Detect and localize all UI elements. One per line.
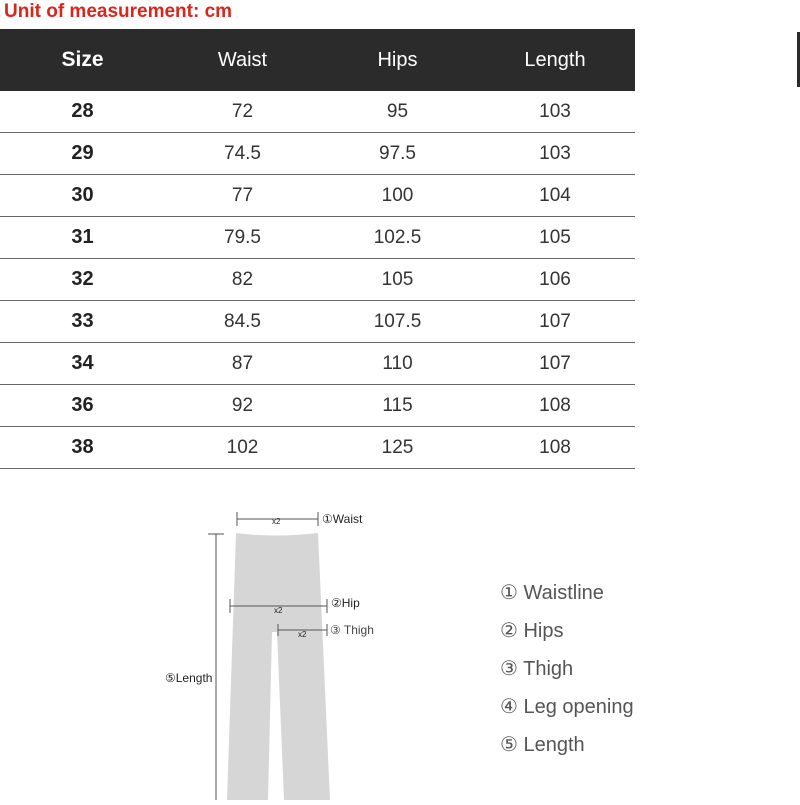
cell-hips: 100 [381,184,414,206]
legend-hips: ② Hips [500,620,564,642]
cell-hips: 105 [381,268,414,290]
cell-waist: 79.5 [224,226,261,248]
unit-note: Unit of measurement: cm [4,1,233,22]
cell-hips: 125 [381,436,414,458]
thigh-label: ③ Thigh [330,623,374,637]
legend-leg-opening: ④ Leg opening [500,696,634,718]
cell-size: 29 [71,142,94,164]
cell-size: 34 [71,352,94,374]
cell-waist: 84.5 [224,310,261,332]
measurement-diagram [150,500,400,800]
x2-label: x2 [298,630,307,639]
cell-hips: 110 [382,352,413,374]
table-row [0,343,635,385]
table-row [0,175,635,217]
table-row [0,385,635,427]
cell-size: 31 [71,226,94,248]
cell-waist: 87 [231,352,254,374]
cell-hips: 102.5 [373,226,422,248]
cell-waist: 102 [226,436,259,458]
cell-hips: 97.5 [379,142,416,164]
pants-shape [227,533,330,800]
pants-illustration [150,500,400,800]
cell-size: 30 [71,184,94,206]
cell-hips: 115 [382,394,413,416]
table-row [0,217,635,259]
header-size: Size [61,48,104,71]
header-hips: Hips [377,48,418,71]
cell-length: 104 [539,184,571,206]
table-row [0,301,635,343]
table-header [0,29,635,91]
cell-length: 108 [539,394,571,416]
legend-waistline: ① Waistline [500,582,604,604]
header-waist: Waist [217,48,268,71]
cell-waist: 77 [231,184,254,206]
legend-thigh: ③ Thigh [500,658,574,680]
cell-waist: 72 [231,100,254,122]
measurement-legend [500,580,634,770]
x2-label: x2 [274,606,283,615]
size-table [0,29,635,469]
cell-size: 33 [71,310,94,332]
table-row [0,427,635,469]
cell-length: 103 [539,100,571,122]
cell-hips: 95 [386,100,409,122]
table-row [0,91,635,133]
x2-label: x2 [272,517,281,526]
legend-length: ⑤ Length [500,734,585,756]
table-row [0,259,635,301]
cell-length: 108 [539,436,571,458]
table-row [0,133,635,175]
cell-length: 107 [539,352,571,374]
cell-size: 36 [71,394,94,416]
cell-waist: 74.5 [224,142,261,164]
cell-waist: 82 [231,268,254,290]
cell-hips: 107.5 [373,310,422,332]
cell-waist: 92 [231,394,254,416]
cell-length: 105 [539,226,571,248]
hip-label: ②Hip [331,596,360,610]
header-length: Length [524,48,586,71]
waist-label: ①Waist [322,512,363,526]
length-label: ⑤Length [165,671,213,685]
cell-length: 103 [539,142,571,164]
cell-size: 28 [71,100,94,122]
cell-size: 38 [71,436,94,458]
cell-length: 107 [539,310,571,332]
cell-length: 106 [539,268,571,290]
cell-size: 32 [71,268,94,290]
